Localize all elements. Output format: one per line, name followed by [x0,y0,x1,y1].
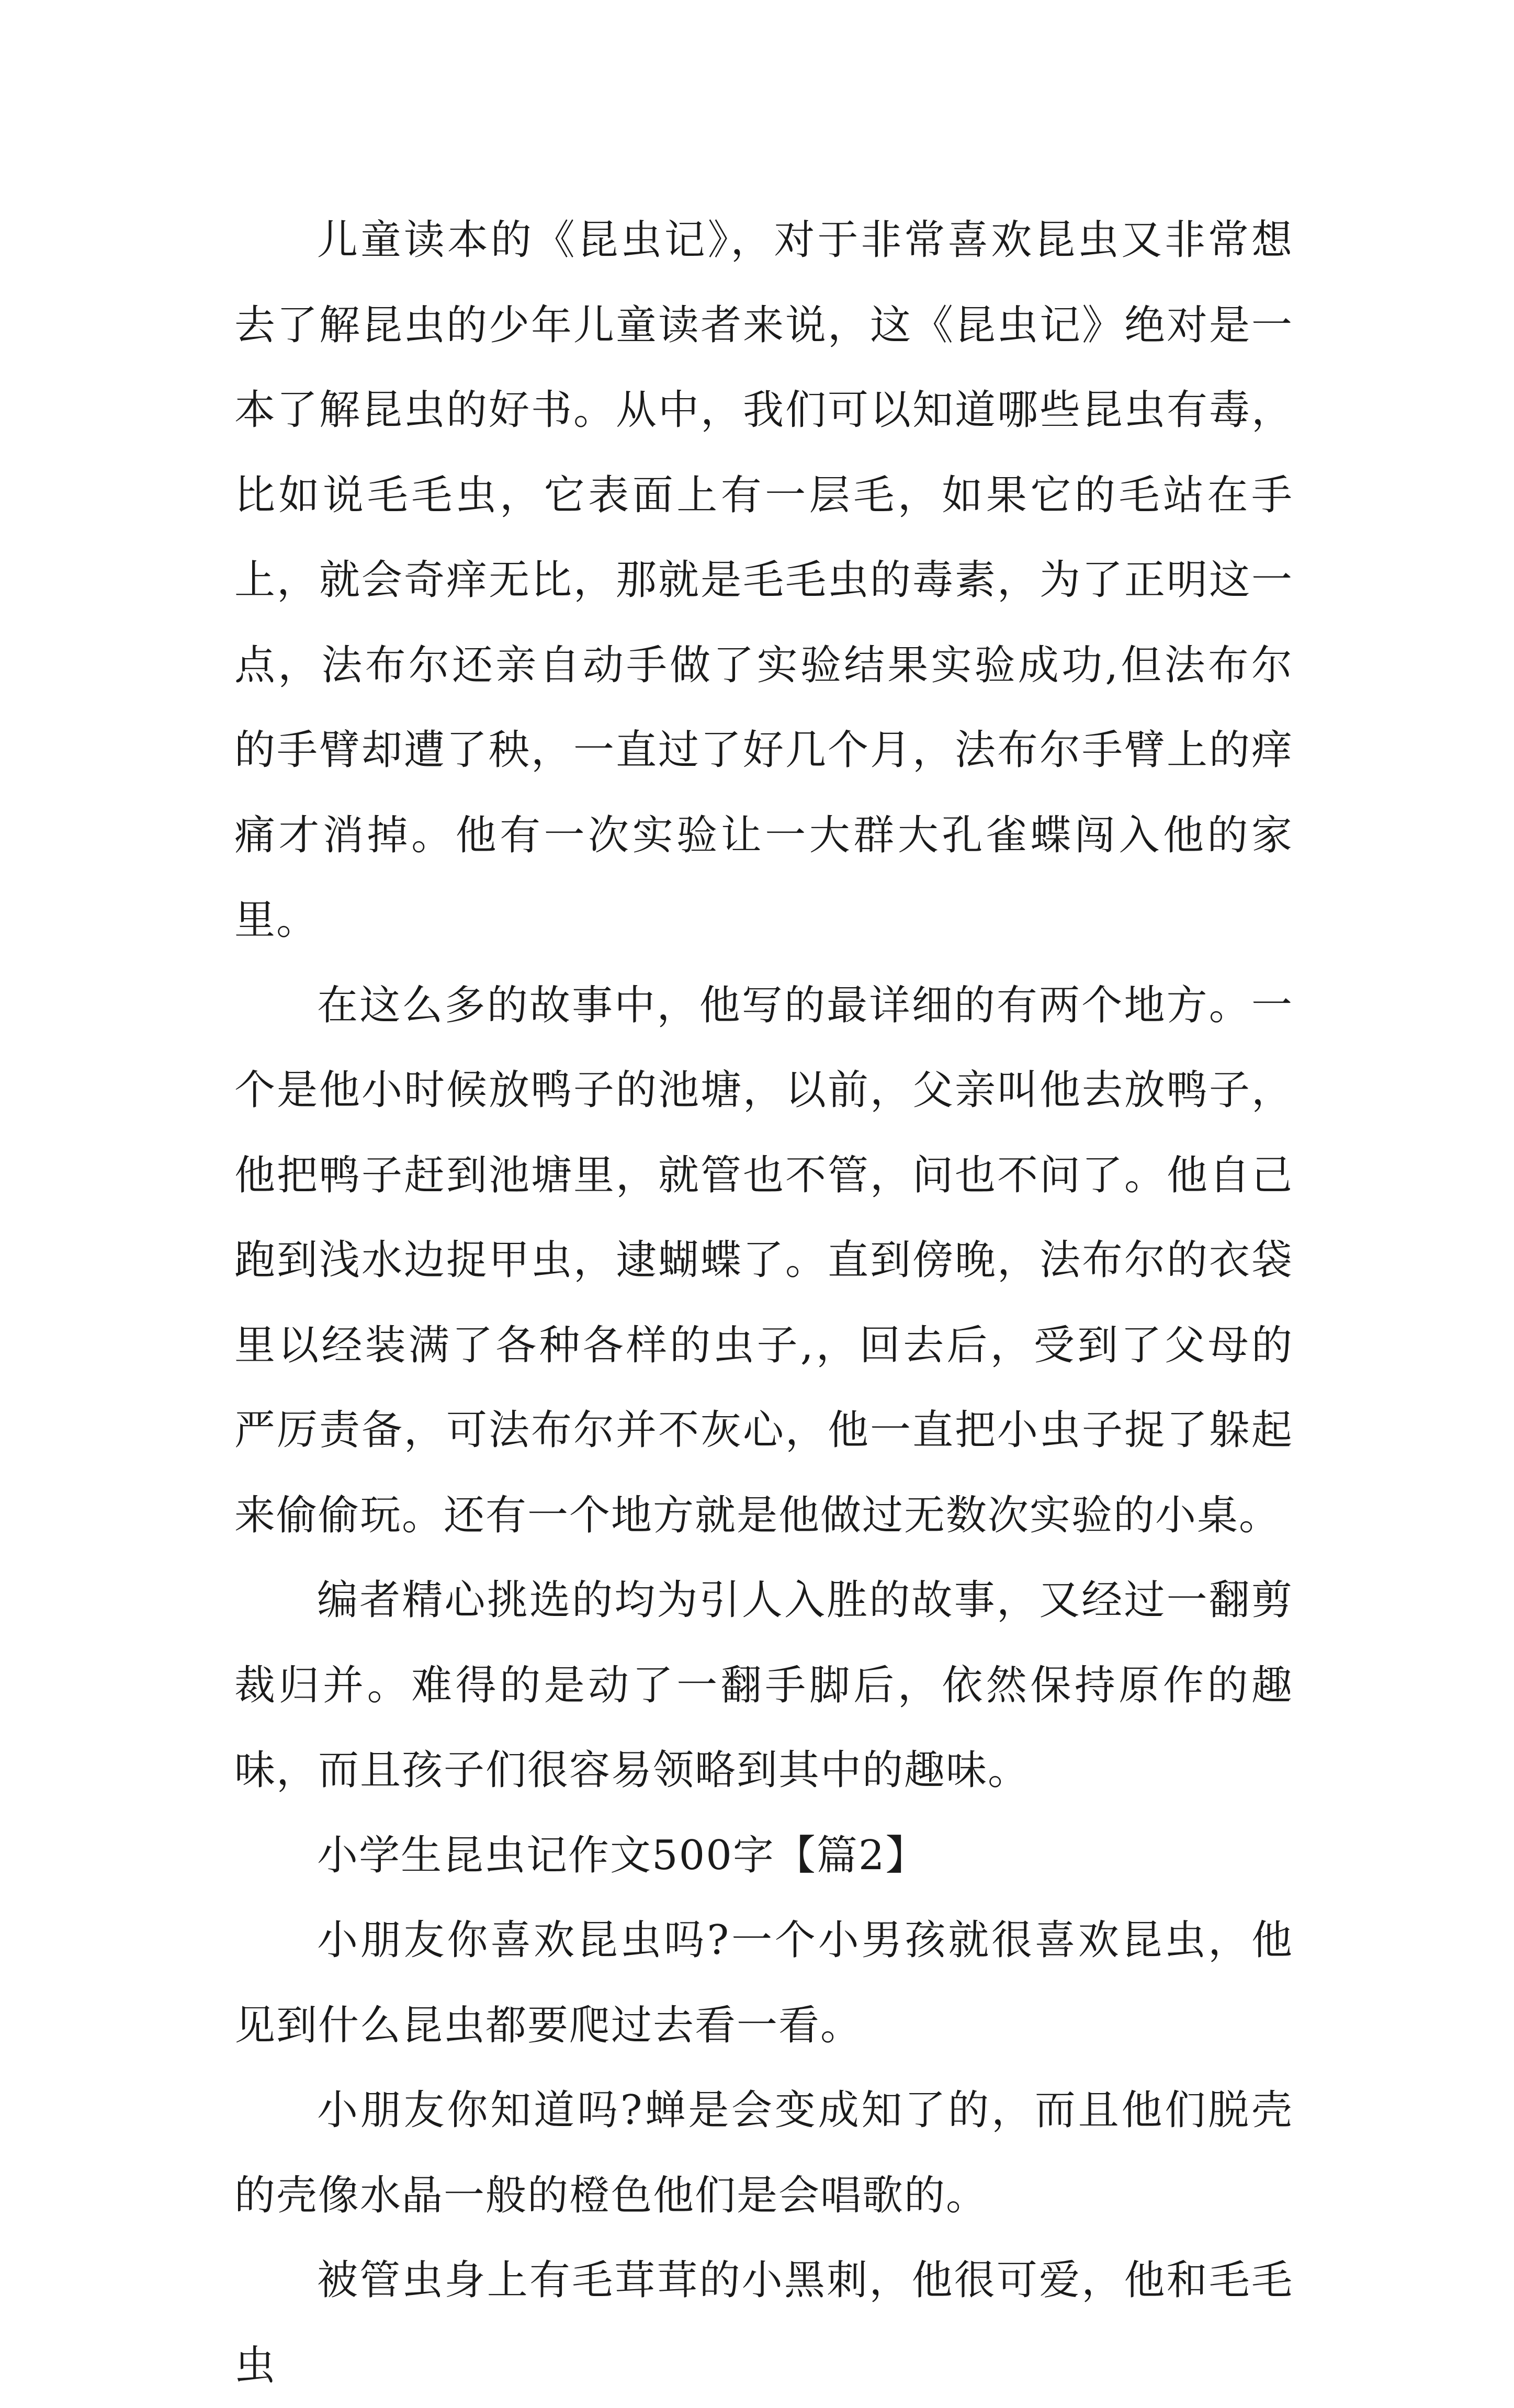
section-heading: 小学生昆虫记作文500字【篇2】 [317,1832,928,1879]
document-body [234,198,1293,2408]
paragraph-editor-note: 编者精心挑选的均为引人入胜的故事，又经过一翻剪裁归并。难得的是动了一翻手脚后，依然保持原作的趣味，而且孩子们很容易领略到其中的趣味。 [234,1577,1293,1794]
paragraph-intro-review: 儿童读本的《昆虫记》，对于非常喜欢昆虫又非常想去了解昆虫的少年儿童读者来说，这《昆虫记》绝对是一本了解昆虫的好书。从中，我们可以知道哪些昆虫有毒，比如说毛毛虫，它表面上有一层毛，如果它的毛站在手上，就会奇痒无比，那就是毛毛虫的毒素，为了正明这一点，法布尔还亲自动手做了实验结果实验成功,但法布尔的手臂却遭了秧，一直过了好几个月，法布尔手臂上的痒痛才消掉。他有一次实验让一大群大孔雀蝶闯入他的家里。 [234,217,1293,944]
paragraph-tube-worm: 被管虫身上有毛茸茸的小黑刺，他很可爱，他和毛毛虫 [234,2257,1293,2389]
paragraph-cicada: 小朋友你知道吗?蝉是会变成知了的，而且他们脱壳的壳像水晶一般的橙色他们是会唱歌的。 [234,2087,1293,2219]
paragraph-do-you-like-insects: 小朋友你喜欢昆虫吗?一个小男孩就很喜欢昆虫，他见到什么昆虫都要爬过去看一看。 [234,1917,1293,2049]
paragraph-favorite-stories: 在这么多的故事中，他写的最详细的有两个地方。一个是他小时候放鸭子的池塘，以前，父亲叫他去放鸭子，他把鸭子赶到池塘里，就管也不管，问也不问了。他自己跑到浅水边捉甲虫，逮蝴蝶了。直到傍晚，法布尔的衣袋里以经装满了各种各样的虫子,，回去后，受到了父母的严厉责备，可法布尔并不灰心，他一直把小虫子捉了躲起来偷偷玩。还有一个地方就是他做过无数次实验的小桌。 [234,981,1293,1539]
